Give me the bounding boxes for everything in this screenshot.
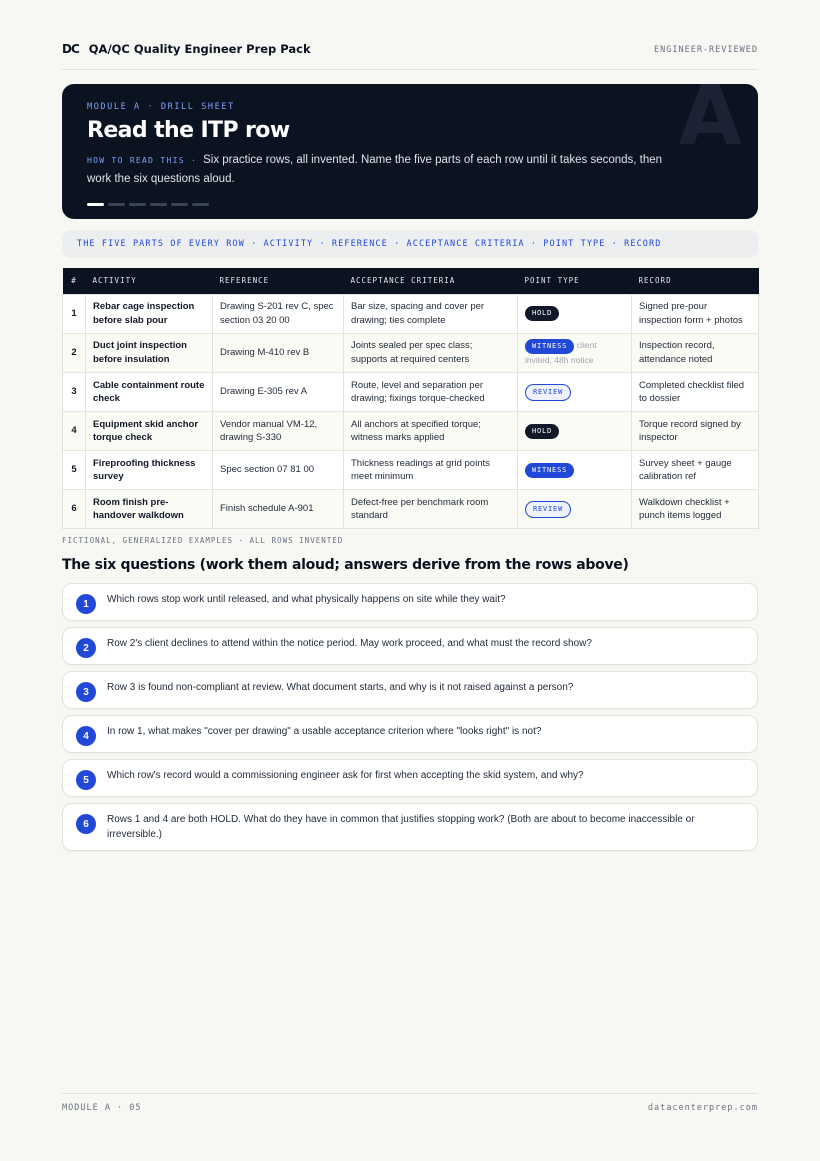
reference-cell: Spec section 07 81 00	[213, 451, 344, 490]
question-text: In row 1, what makes "cover per drawing" a usable acceptance criterion where "looks right" is not?	[107, 726, 542, 737]
questions-heading: The six questions (work them aloud; answers derive from the rows above)	[62, 557, 629, 573]
table-row	[63, 373, 759, 412]
question-card	[62, 759, 758, 797]
activity-cell: Duct joint inspection before insulation	[86, 333, 213, 373]
question-number-badge: 4	[76, 726, 96, 746]
question-number-badge: 5	[76, 770, 96, 790]
criteria-cell: Bar size, spacing and cover per drawing; ties complete	[344, 294, 518, 333]
record-cell: Completed checklist filed to dossier	[632, 373, 759, 412]
reference-cell: Drawing S-201 rev C, spec section 03 20 00	[213, 294, 344, 333]
question-card	[62, 583, 758, 621]
point-type-note: client invited, 48h notice	[525, 339, 597, 365]
five-parts-bar: THE FIVE PARTS OF EVERY ROW · ACTIVITY · REFERENCE · ACCEPTANCE CRITERIA · POINT TYPE · RECORD	[62, 230, 758, 258]
point-type-badge: WITNESS	[525, 339, 574, 354]
progress-dot	[87, 203, 104, 206]
record-cell: Signed pre-pour inspection form + photos	[632, 294, 759, 333]
row-number: 4	[63, 412, 86, 451]
row-number: 5	[63, 451, 86, 490]
table-row	[63, 490, 759, 529]
point-type-cell	[518, 490, 632, 529]
question-text: Row 2's client declines to attend within the notice period. May work proceed, and what must the record show?	[107, 638, 592, 649]
question-card	[62, 627, 758, 665]
progress-dot	[150, 203, 167, 206]
point-type-cell	[518, 294, 632, 333]
reviewed-tag: ENGINEER-REVIEWED	[654, 45, 758, 55]
row-number: 3	[63, 373, 86, 412]
activity-cell: Fireproofing thickness survey	[86, 451, 213, 490]
question-card	[62, 715, 758, 753]
row-number: 2	[63, 333, 86, 373]
point-type-badge: HOLD	[525, 306, 559, 321]
col-header-num: #	[63, 268, 86, 294]
pack-title: QA/QC Quality Engineer Prep Pack	[88, 42, 311, 56]
question-card	[62, 671, 758, 709]
hero-title: Read the ITP row	[87, 118, 290, 143]
progress-dot	[171, 203, 188, 206]
col-header-activity: ACTIVITY	[86, 268, 213, 294]
page-header	[62, 42, 758, 70]
point-type-badge: HOLD	[525, 424, 559, 439]
question-text: Rows 1 and 4 are both HOLD. What do they have in common that justifies stopping work? (Both are about to become inaccessible or irreversible.)	[107, 814, 695, 840]
table-row	[63, 294, 759, 333]
col-header-point-type: POINT TYPE	[518, 268, 632, 294]
row-number: 6	[63, 490, 86, 529]
how-to-read-label: HOW TO READ THIS ·	[87, 156, 198, 165]
hero-eyebrow: MODULE A · DRILL SHEET	[87, 102, 235, 112]
table-row	[63, 412, 759, 451]
question-text: Which row's record would a commissioning engineer ask for first when accepting the skid system, and why?	[107, 770, 584, 781]
question-number-badge: 3	[76, 682, 96, 702]
point-type-cell	[518, 412, 632, 451]
col-header-record: RECORD	[632, 268, 759, 294]
criteria-cell: Joints sealed per spec class; supports at required centers	[344, 333, 518, 373]
module-letter: A	[678, 84, 742, 164]
col-header-criteria: ACCEPTANCE CRITERIA	[344, 268, 518, 294]
fictional-note: FICTIONAL, GENERALIZED EXAMPLES · ALL ROWS INVENTED	[62, 536, 344, 545]
col-header-reference: REFERENCE	[213, 268, 344, 294]
point-type-badge: REVIEW	[525, 501, 571, 518]
reference-cell: Drawing E-305 rev A	[213, 373, 344, 412]
table-row	[63, 451, 759, 490]
reference-cell: Finish schedule A-901	[213, 490, 344, 529]
progress-dots	[87, 203, 733, 206]
criteria-cell: Thickness readings at grid points meet minimum	[344, 451, 518, 490]
hero-intro-text: Six practice rows, all invented. Name the five parts of each row until it takes seconds, then work the six questions aloud.	[87, 154, 663, 185]
itp-table	[62, 268, 759, 529]
criteria-cell: Defect-free per benchmark room standard	[344, 490, 518, 529]
brand	[62, 42, 311, 56]
footer-module: MODULE A · 05	[62, 1103, 142, 1113]
question-list	[62, 583, 758, 857]
question-number-badge: 2	[76, 638, 96, 658]
activity-cell: Equipment skid anchor torque check	[86, 412, 213, 451]
activity-cell: Rebar cage inspection before slab pour	[86, 294, 213, 333]
logo: DC	[62, 42, 79, 56]
question-text: Row 3 is found non-compliant at review. What document starts, and why is it not raised against a person?	[107, 682, 574, 693]
reference-cell: Vendor manual VM-12, drawing S-330	[213, 412, 344, 451]
hero-card	[62, 84, 758, 219]
row-number: 1	[63, 294, 86, 333]
hero-intro	[87, 151, 687, 188]
page-footer	[62, 1093, 758, 1113]
point-type-cell	[518, 333, 632, 373]
question-text: Which rows stop work until released, and what physically happens on site while they wait?	[107, 594, 506, 605]
activity-cell: Room finish pre-handover walkdown	[86, 490, 213, 529]
record-cell: Walkdown checklist + punch items logged	[632, 490, 759, 529]
reference-cell: Drawing M-410 rev B	[213, 333, 344, 373]
progress-dot	[129, 203, 146, 206]
question-number-badge: 1	[76, 594, 96, 614]
progress-dot	[192, 203, 209, 206]
table-header-row	[63, 268, 759, 294]
record-cell: Survey sheet + gauge calibration ref	[632, 451, 759, 490]
table-row	[63, 333, 759, 373]
question-card	[62, 803, 758, 851]
question-number-badge: 6	[76, 814, 96, 834]
point-type-cell	[518, 373, 632, 412]
criteria-cell: All anchors at specified torque; witness marks applied	[344, 412, 518, 451]
record-cell: Inspection record, attendance noted	[632, 333, 759, 373]
point-type-cell	[518, 451, 632, 490]
point-type-badge: REVIEW	[525, 384, 571, 401]
footer-site: datacenterprep.com	[647, 1103, 758, 1113]
point-type-badge: WITNESS	[525, 463, 574, 478]
criteria-cell: Route, level and separation per drawing; fixings torque-checked	[344, 373, 518, 412]
progress-dot	[108, 203, 125, 206]
activity-cell: Cable containment route check	[86, 373, 213, 412]
record-cell: Torque record signed by inspector	[632, 412, 759, 451]
